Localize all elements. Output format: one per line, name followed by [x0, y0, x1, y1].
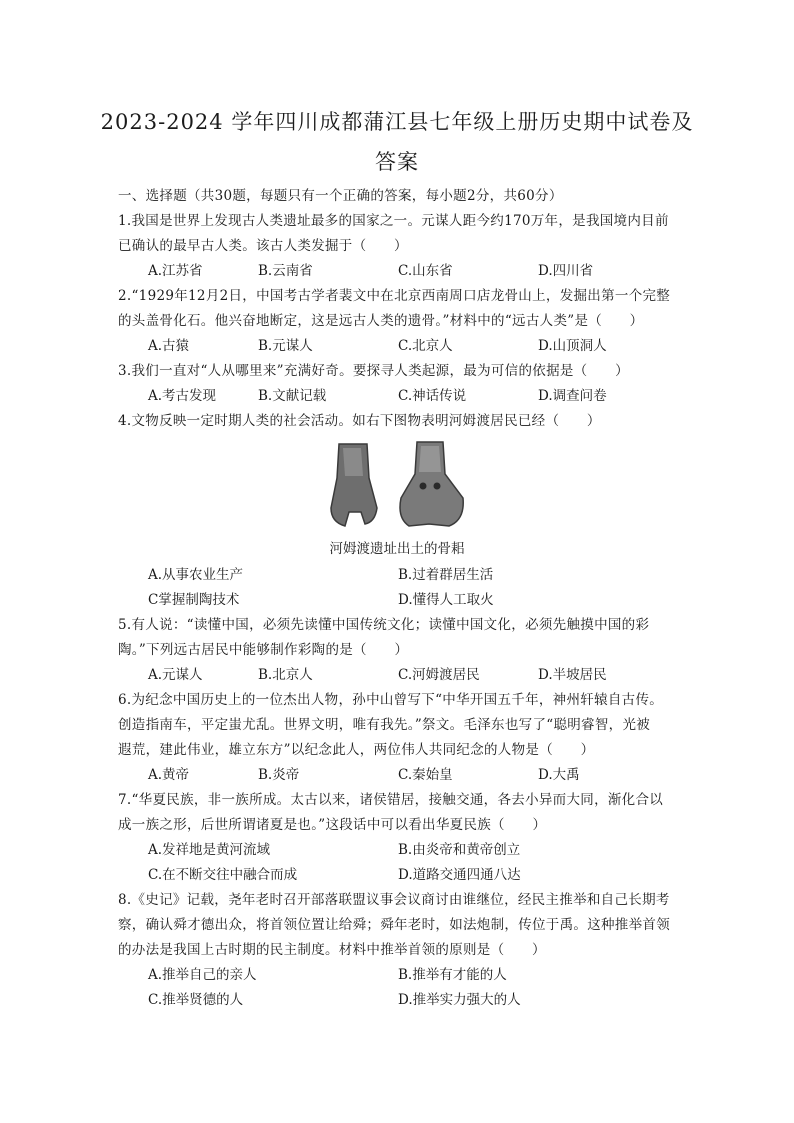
- question-8-option-a: A.推举自己的亲人: [148, 967, 257, 983]
- question-2-option-d: D.山顶洞人: [538, 338, 607, 354]
- question-3-option-b: B.文献记载: [258, 388, 327, 404]
- question-6-option-a: A.黄帝: [148, 767, 190, 783]
- question-6-line-3: 遐荒，建此伟业，雄立东方”以纪念此人，两位伟人共同纪念的人物是（ ）: [118, 742, 595, 758]
- question-3-option-a: A.考古发现: [148, 388, 217, 404]
- question-1-option-a: A.江苏省: [148, 263, 203, 279]
- question-1-line-1: 1.我国是世界上发现古人类遗址最多的国家之一。元谋人距今约170万年，是我国境内目前: [118, 213, 669, 229]
- question-7-option-a: A.发祥地是黄河流域: [148, 842, 271, 858]
- question-2-line-1: 2.“1929年12月2日，中国考古学者裴文中在北京西南周口店龙骨山上，发掘出第一个完整: [118, 288, 671, 304]
- question-8-option-c: C.推举贤德的人: [148, 992, 244, 1008]
- question-6-option-b: B.炎帝: [258, 767, 300, 783]
- question-3-option-c: C.神话传说: [398, 388, 467, 404]
- question-1-option-b: B.云南省: [258, 263, 313, 279]
- question-4-option-b: B.过着群居生活: [398, 567, 494, 583]
- question-6-option-d: D.大禹: [538, 767, 580, 783]
- question-4-line-1: 4.文物反映一定时期人类的社会活动。如右下图物表明河姆渡居民已经（ ）: [118, 413, 601, 429]
- question-7-line-1: 7.“华夏民族，非一族所成。太古以来，诸侯错居，接触交通，各去小异而大同，渐化合以: [118, 792, 664, 808]
- question-1-option-d: D.四川省: [538, 263, 594, 279]
- question-2-option-b: B.元谋人: [258, 338, 313, 354]
- question-7-option-b: B.由炎帝和黄帝创立: [398, 842, 521, 858]
- question-1-line-2: 已确认的最早古人类。该古人类发掘于（ ）: [118, 238, 408, 254]
- question-8-option-b: B.推举有才能的人: [398, 967, 507, 983]
- question-6-option-c: C.秦始皇: [398, 767, 453, 783]
- question-2-option-c: C.北京人: [398, 338, 453, 354]
- question-8-line-2: 察，确认舜才德出众，将首领位置让给舜；舜年老时，如法炮制，传位于禹。这种推举首领: [118, 917, 670, 933]
- bone-spade-photo: [325, 438, 475, 530]
- question-7-option-c: C.在不断交往中融合而成: [148, 867, 298, 883]
- question-6-line-2: 创造指南车，平定蚩尤乱。世界文明，唯有我先。”祭文。毛泽东也写了“聪明睿智，光被: [118, 717, 651, 733]
- figure-caption: 河姆渡遗址出土的骨耜: [329, 541, 465, 557]
- question-5-line-1: 5.有人说：“读懂中国，必须先读懂中国传统文化；读懂中国文化，必须先触摸中国的彩: [118, 617, 650, 633]
- question-7-line-2: 成一族之形，后世所谓诸夏是也。”这段话中可以看出华夏民族（ ）: [118, 817, 547, 833]
- question-5-option-d: D.半坡居民: [538, 667, 607, 683]
- question-4-option-d: D.懂得人工取火: [398, 592, 494, 608]
- question-8-line-1: 8.《史记》记载，尧年老时召开部落联盟议事会议商讨由谁继位，经民主推举和自己长期考: [118, 892, 670, 908]
- question-2-option-a: A.古猿: [148, 338, 190, 354]
- question-4-option-c: C掌握制陶技术: [148, 592, 240, 608]
- bone-spade-left-image: [331, 444, 377, 526]
- question-5-option-b: B.北京人: [258, 667, 313, 683]
- question-3-option-d: D.调查问卷: [538, 388, 607, 404]
- page-title-line2: 答案: [375, 150, 419, 174]
- question-7-option-d: D.道路交通四通八达: [398, 867, 521, 883]
- question-5-line-2: 陶。”下列远古居民中能够制作彩陶的是（ ）: [118, 642, 409, 658]
- bone-spade-right-image: [400, 442, 463, 526]
- question-5-option-c: C.河姆渡居民: [398, 667, 480, 683]
- question-2-line-2: 的头盖骨化石。他兴奋地断定，这是远古人类的遗骨。”材料中的“远古人类”是（ ）: [118, 313, 644, 329]
- question-4-option-a: A.从事农业生产: [148, 567, 244, 583]
- question-8-line-3: 的办法是我国上古时期的民主制度。材料中推举首领的原则是（ ）: [118, 942, 546, 958]
- section-heading: 一、选择题（共30题，每题只有一个正确的答案，每小题2分，共60分）: [118, 188, 563, 204]
- question-6-line-1: 6.为纪念中国历史上的一位杰出人物，孙中山曾写下“中华开国五千年，神州轩辕自古传。: [118, 692, 664, 708]
- question-5-option-a: A.元谋人: [148, 667, 203, 683]
- question-8-option-d: D.推举实力强大的人: [398, 992, 521, 1008]
- page-title-line1: 2023-2024 学年四川成都蒲江县七年级上册历史期中试卷及: [100, 110, 694, 134]
- question-1-option-c: C.山东省: [398, 263, 453, 279]
- question-3-line-1: 3.我们一直对“人从哪里来”充满好奇。要探寻人类起源，最为可信的依据是（ ）: [118, 363, 629, 379]
